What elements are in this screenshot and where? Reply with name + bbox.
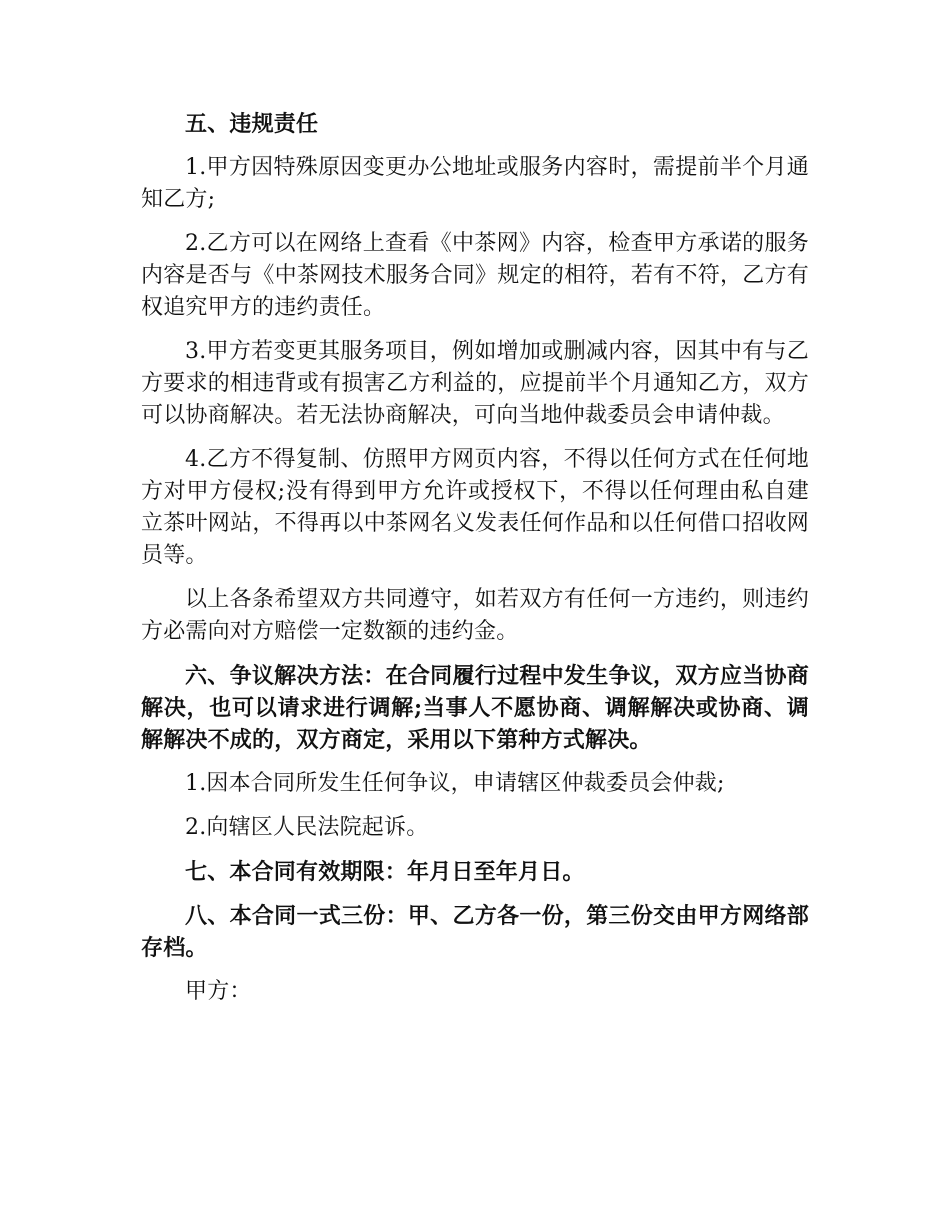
signature-party-a: 甲方： [185, 979, 252, 1004]
section-6-item-2: 2.向辖区人民法院起诉。 [185, 815, 429, 840]
section-8-heading: 八、本合同一式三份：甲、乙方各一份，第三份交由甲方网络部存档。 [141, 903, 809, 961]
document-page [141, 108, 809, 1020]
section-5-item-1: 1.甲方因特殊原因变更办公地址或服务内容时，需提前半个月通知乙方; [141, 155, 809, 212]
section-5-item-3: 3.甲方若变更其服务项目，例如增加或删减内容，因其中有与乙方要求的相违背或有损害乙方利益的，应提前半个月通知乙方，双方可以协商解决。若无法协商解决，可向当地仲裁委员会申请仲裁。 [141, 339, 809, 428]
section-5-item-2: 2.乙方可以在网络上查看《中茶网》内容，检查甲方承诺的服务内容是否与《中茶网技术服务合同》规定的相符，若有不符，乙方有权追究甲方的违约责任。 [141, 231, 809, 320]
section-5-closing: 以上各条希望双方共同遵守，如若双方有任何一方违约，则违约方必需向对方赔偿一定数额的违约金。 [141, 587, 809, 644]
section-6-item-1: 1.因本合同所发生任何争议，申请辖区仲裁委员会仲裁; [185, 771, 725, 796]
section-5-item-4: 4.乙方不得复制、仿照甲方网页内容，不得以任何方式在任何地方对甲方侵权;没有得到甲方允许或授权下，不得以任何理由私自建立茶叶网站，不得再以中茶网名义发表任何作品和以任何借口招收网员等。 [141, 447, 809, 568]
section-7-heading: 七、本合同有效期限：年月日至年月日。 [185, 859, 585, 885]
section-6-heading: 六、争议解决方法：在合同履行过程中发生争议，双方应当协商解决，也可以请求进行调解;当事人不愿协商、调解解决或协商、调解解决不成的，双方商定，采用以下第种方式解决。 [141, 663, 809, 753]
section-5-heading: 五、违规责任 [185, 111, 319, 137]
